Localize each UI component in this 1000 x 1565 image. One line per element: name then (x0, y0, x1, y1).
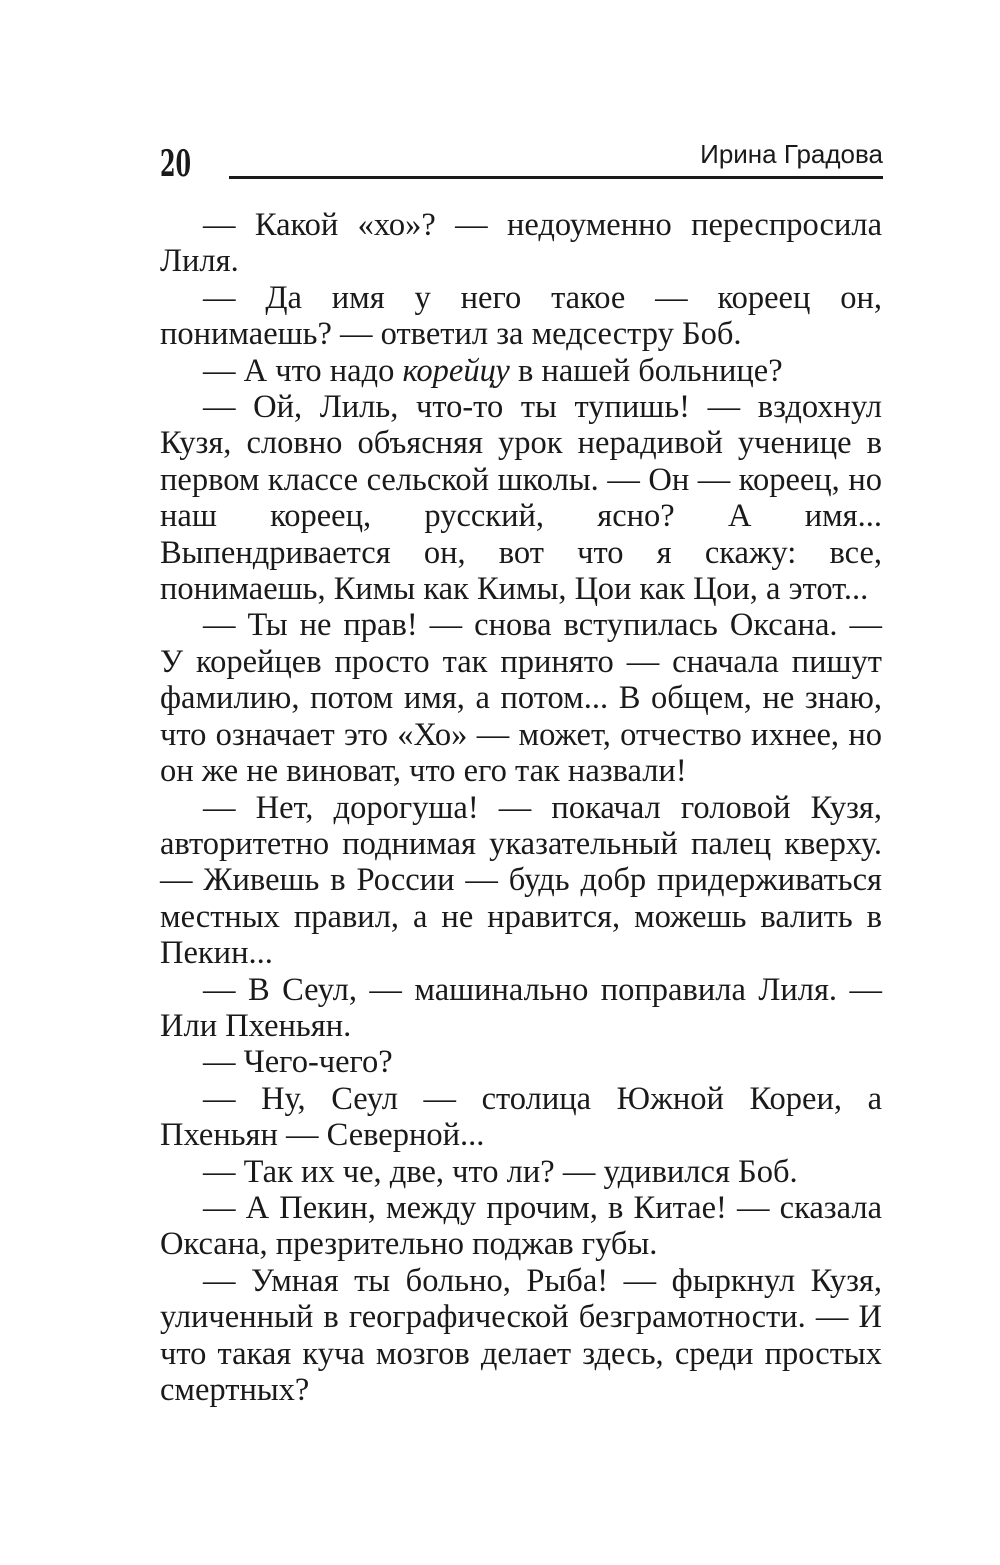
paragraph: — Ой, Лиль, что-то ты тупишь! — вздохнул Кузя, словно объясняя урок нерадивой ученице в первом классе сельской школы. — Он — кореец, но наш кореец, русский, ясно? А имя... Выпендривается он, вот что я скажу: все, понимаешь, Кимы как Кимы, Цои как Цои, а этот... (160, 389, 882, 608)
paragraph (160, 353, 882, 389)
paragraph: — Нет, дорогуша! — покачал головой Кузя, авторитетно поднимая указательный палец кверху. — Живешь в России — будь добр придерживаться местных правил, а не нравится, можешь валить в Пекин... (160, 789, 882, 972)
paragraph: — Чего-чего? (203, 1044, 393, 1081)
paragraph: — Умная ты больно, Рыба! — фыркнул Кузя, уличенный в географической безграмотности. — И что такая куча мозгов делает здесь, среди простых смертных? (160, 1262, 882, 1408)
paragraph: — Да имя у него такое — кореец он, понимаешь? — ответил за медсестру Боб. (160, 279, 882, 353)
paragraph: — А Пекин, между прочим, в Китае! — сказала Оксана, презрительно поджав губы. (160, 1189, 882, 1263)
paragraph-text: в нашей больнице? (509, 352, 783, 389)
page-number: 20 (160, 143, 192, 185)
paragraph: — В Сеул, — машинально поправила Лиля. — Или Пхеньян. (160, 971, 882, 1044)
body-text (160, 207, 882, 1408)
header-rule (229, 176, 883, 179)
paragraph: — Какой «хо»? — недоуменно переспросила Лиля. (160, 207, 882, 280)
paragraph: — Ну, Сеул — столица Южной Кореи, а Пхеньян — Северной... (160, 1080, 882, 1154)
italic-word: корейцу (402, 352, 510, 389)
paragraph-text: — А что надо (203, 352, 403, 389)
paragraph: — Так их че, две, что ли? — удивился Боб. (203, 1153, 798, 1190)
paragraph: — Ты не прав! — снова вступилась Оксана. — У корейцев просто так принято — сначала пишут фамилию, потом имя, а потом... В общем, не знаю, что означает это «Хо» — может, отчество ихнее, но он же не виноват, что его так назвали! (160, 607, 882, 790)
running-head-author: Ирина Градова (700, 139, 883, 169)
